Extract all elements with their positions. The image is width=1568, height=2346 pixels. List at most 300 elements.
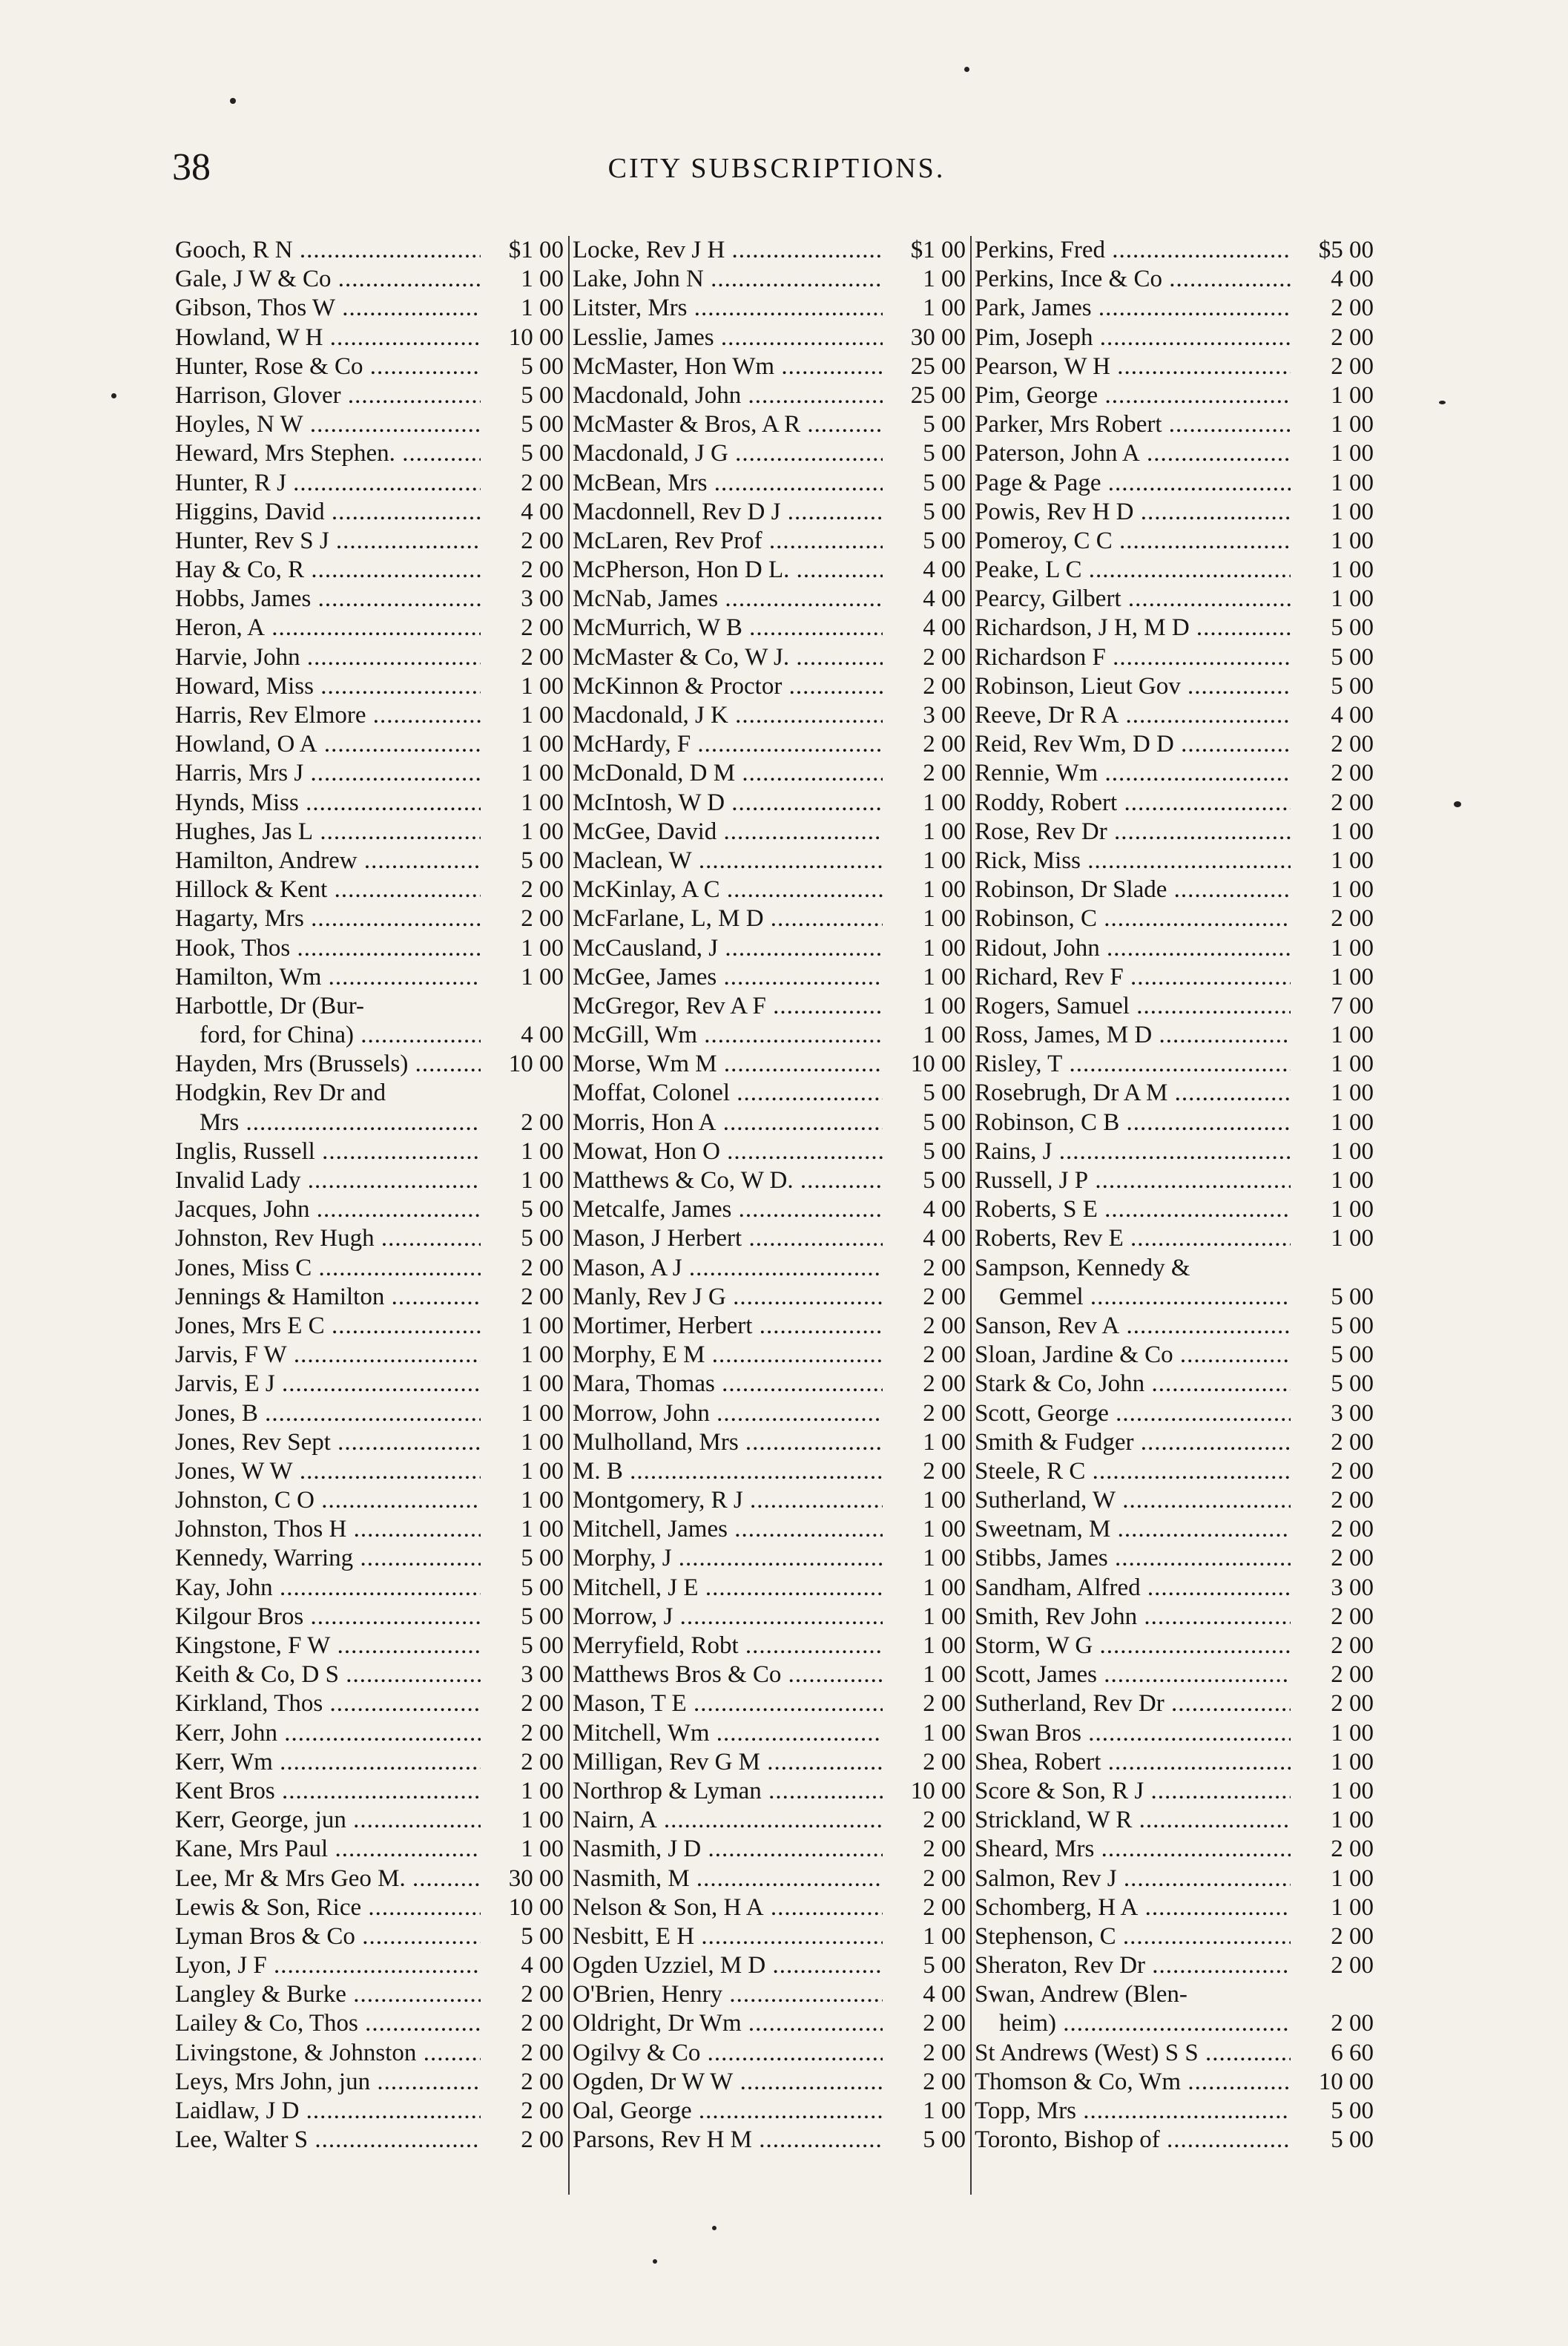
subscriber-name: Robinson, Lieut Gov ..... <box>975 672 1291 701</box>
subscription-entry <box>573 1893 967 1922</box>
subscription-entry <box>975 992 1375 1021</box>
subscriber-name: Richard, Rev F ..... <box>975 963 1291 992</box>
subscriber-name: Hughes, Jas L ..... <box>175 818 481 847</box>
subscription-amount: 1 00 <box>521 1777 564 1804</box>
print-speck <box>111 393 116 398</box>
subscription-entry <box>975 904 1375 933</box>
subscriber-name: Stark & Co, John ..... <box>975 1370 1291 1399</box>
subscriber-name: Johnston, Thos H ..... <box>175 1515 481 1544</box>
subscription-amount: 2 00 <box>521 469 564 496</box>
subscription-amount: 10 00 <box>508 323 564 351</box>
subscription-amount: 2 00 <box>923 1864 966 1892</box>
subscriber-name: Kirkland, Thos ..... <box>175 1689 481 1718</box>
subscription-entry <box>573 1108 967 1137</box>
subscriber-name: Leys, Mrs John, jun ..... <box>175 2068 481 2097</box>
subscription-entry <box>975 352 1375 381</box>
subscription-entry <box>175 2068 565 2097</box>
subscription-entry <box>573 439 967 468</box>
subscription-amount: 3 00 <box>1331 1399 1374 1427</box>
subscription-entry <box>975 1312 1375 1341</box>
subscription-amount: 2 00 <box>1331 2010 1374 2037</box>
subscription-entry <box>573 847 967 875</box>
subscriber-name: Risley, T ..... <box>975 1050 1291 1079</box>
subscriber-name: Powis, Rev H D ..... <box>975 498 1291 527</box>
subscription-entry <box>573 498 967 527</box>
subscription-amount: 4 00 <box>521 1952 564 1979</box>
subscription-amount: 1 00 <box>1331 1893 1374 1921</box>
subscriber-name: Topp, Mrs ..... <box>975 2097 1291 2126</box>
subscriber-name: Mowat, Hon O ..... <box>573 1137 883 1166</box>
subscriber-name: McMurrich, W B ..... <box>573 614 883 643</box>
subscription-entry <box>175 1457 565 1486</box>
subscription-entry <box>573 1283 967 1312</box>
subscription-entry <box>573 1457 967 1486</box>
subscriber-name: Lake, John N ..... <box>573 265 883 294</box>
subscription-entry <box>975 498 1375 527</box>
subscription-entry <box>975 672 1375 701</box>
subscription-amount: 10 00 <box>508 1893 564 1921</box>
subscriber-name: Steele, R C ..... <box>975 1457 1291 1486</box>
subscriber-name: Moffat, Colonel ..... <box>573 1079 883 1108</box>
subscriber-name: Page & Page ..... <box>975 469 1291 498</box>
subscription-entry <box>573 1428 967 1457</box>
subscription-amount: 1 00 <box>521 1137 564 1165</box>
subscription-entry <box>975 643 1375 672</box>
subscription-entry <box>975 1544 1375 1573</box>
subscriber-name: McKinlay, A C ..... <box>573 875 883 904</box>
subscription-amount: 1 00 <box>1331 1137 1374 1165</box>
subscriber-name: Kerr, John ..... <box>175 1719 481 1748</box>
subscription-entry <box>175 323 565 352</box>
subscription-entry <box>975 701 1375 730</box>
subscriber-name: McKinnon & Proctor ..... <box>573 672 883 701</box>
subscription-amount: $1 00 <box>910 237 966 263</box>
subscription-amount: 1 00 <box>1331 1864 1374 1892</box>
subscription-amount: $1 00 <box>508 237 564 263</box>
subscriber-name: Lewis & Son, Rice ..... <box>175 1893 481 1922</box>
subscriber-name: Roddy, Robert ..... <box>975 789 1291 818</box>
subscription-amount <box>481 992 565 1021</box>
subscription-amount: 7 00 <box>1331 992 1374 1019</box>
subscription-amount: $5 00 <box>1318 237 1374 263</box>
subscription-amount: 1 00 <box>1331 411 1374 438</box>
subscriber-name: Litster, Mrs ..... <box>573 294 883 323</box>
subscription-entry <box>975 2068 1375 2097</box>
subscription-entry <box>175 904 565 933</box>
subscriber-name: McGee, David ..... <box>573 818 883 847</box>
subscription-amount: 1 00 <box>923 266 966 293</box>
subscription-entry <box>573 1777 967 1806</box>
subscription-entry <box>975 759 1375 788</box>
subscriber-name: Score & Son, R J ..... <box>975 1777 1291 1806</box>
subscription-amount: 10 00 <box>508 1051 564 1078</box>
subscription-entry <box>175 1195 565 1224</box>
subscriber-name: Shea, Robert ..... <box>975 1748 1291 1777</box>
subscription-amount: 1 00 <box>923 295 966 322</box>
subscription-entry <box>975 1748 1375 1777</box>
subscriber-name: Pearcy, Gilbert ..... <box>975 585 1291 614</box>
subscription-amount: 1 00 <box>521 266 564 293</box>
subscription-entry <box>175 1660 565 1689</box>
subscription-amount: 2 00 <box>923 1893 966 1921</box>
subscription-amount: 1 00 <box>1331 1777 1374 1804</box>
subscriber-name: Roberts, Rev E ..... <box>975 1224 1291 1253</box>
subscription-entry <box>175 730 565 759</box>
subscription-entry <box>975 1254 1375 1283</box>
subscription-entry <box>573 614 967 643</box>
subscription-entry <box>975 1574 1375 1603</box>
subscription-amount: 10 00 <box>1318 2068 1374 2095</box>
subscription-entry <box>573 1486 967 1515</box>
subscription-amount: 1 00 <box>1331 934 1374 962</box>
subscriber-name: Montgomery, R J ..... <box>573 1486 883 1515</box>
subscriber-name: McCausland, J ..... <box>573 934 883 963</box>
subscription-amount: 5 00 <box>521 440 564 467</box>
subscription-entry <box>975 1980 1375 2009</box>
subscription-amount: 4 00 <box>923 614 966 642</box>
subscription-entry <box>573 2097 967 2126</box>
subscription-amount: 5 00 <box>923 440 966 467</box>
subscription-entry <box>573 323 967 352</box>
subscription-amount: 2 00 <box>521 1748 564 1775</box>
subscriber-name: Gooch, R N ..... <box>175 236 481 265</box>
subscriber-name: Jones, Rev Sept ..... <box>175 1428 481 1457</box>
subscription-entry <box>975 556 1375 585</box>
subscription-entry <box>573 352 967 381</box>
subscription-amount: 1 00 <box>923 789 966 816</box>
subscriber-name: Rose, Rev Dr ..... <box>975 818 1291 847</box>
subscription-entry <box>175 527 565 556</box>
subscriber-name: Kent Bros ..... <box>175 1777 481 1806</box>
subscription-entry <box>573 1137 967 1166</box>
subscriber-name: Storm, W G ..... <box>975 1632 1291 1660</box>
subscription-entry <box>175 1515 565 1544</box>
subscription-entry <box>573 1079 967 1108</box>
subscription-entry <box>573 1864 967 1893</box>
subscriber-name: M. B ..... <box>573 1457 883 1486</box>
subscriber-name: Mara, Thomas ..... <box>573 1370 883 1399</box>
subscription-entry <box>573 585 967 614</box>
subscriber-name: Sandham, Alfred ..... <box>975 1574 1291 1603</box>
subscription-amount: 2 00 <box>923 1836 966 1863</box>
subscriber-name: Rains, J ..... <box>975 1137 1291 1166</box>
subscriber-name: McLaren, Rev Prof ..... <box>573 527 883 556</box>
subscription-amount: 1 00 <box>923 818 966 845</box>
subscription-entry <box>975 1486 1375 1515</box>
subscription-entry <box>175 352 565 381</box>
subscription-amount: 4 00 <box>1331 266 1374 293</box>
subscription-amount: 5 00 <box>521 1574 564 1601</box>
subscription-amount: 1 00 <box>923 1661 966 1689</box>
subscription-amount: 2 00 <box>923 1399 966 1427</box>
subscriber-name: Sutherland, Rev Dr ..... <box>975 1689 1291 1718</box>
subscription-entry <box>175 1370 565 1399</box>
subscription-amount: 2 00 <box>923 1283 966 1310</box>
subscriber-name: Macdonnell, Rev D J ..... <box>573 498 883 527</box>
subscription-entry <box>175 1050 565 1079</box>
subscription-entry <box>975 847 1375 875</box>
subscription-entry <box>573 1050 967 1079</box>
subscriber-name: Stibbs, James ..... <box>975 1544 1291 1573</box>
subscription-entry <box>975 527 1375 556</box>
subscription-amount: 1 00 <box>521 1836 564 1863</box>
subscription-amount: 5 00 <box>521 1545 564 1572</box>
subscription-amount: 5 00 <box>923 1952 966 1979</box>
subscription-amount: 5 00 <box>923 1137 966 1165</box>
subscription-amount: 1 00 <box>521 1370 564 1398</box>
subscriber-name: Invalid Lady ..... <box>175 1166 481 1195</box>
subscription-entry <box>573 2126 967 2155</box>
subscription-entry <box>573 730 967 759</box>
subscriber-name: Morrow, J ..... <box>573 1603 883 1632</box>
subscription-entry <box>975 2126 1375 2155</box>
subscription-entry <box>573 904 967 933</box>
subscriber-name: Paterson, John A ..... <box>975 439 1291 468</box>
subscriber-name: Roberts, S E ..... <box>975 1195 1291 1224</box>
subscriber-name: Hamilton, Wm ..... <box>175 963 481 992</box>
subscription-entry <box>175 294 565 323</box>
subscription-amount: 2 00 <box>521 2097 564 2124</box>
subscription-amount: 1 00 <box>923 934 966 962</box>
subscriber-name: Sweetnam, M ..... <box>975 1515 1291 1544</box>
subscriber-name: Howland, W H ..... <box>175 323 481 352</box>
subscriber-name: Lyman Bros & Co ..... <box>175 1922 481 1951</box>
subscriber-name: Mitchell, Wm ..... <box>573 1719 883 1748</box>
subscriber-name: Ogilvy & Co ..... <box>573 2039 883 2068</box>
subscription-amount: 4 00 <box>521 1022 564 1049</box>
subscription-amount: 2 00 <box>923 1748 966 1775</box>
subscription-entry <box>975 934 1375 963</box>
subscriber-name: Jacques, John ..... <box>175 1195 481 1224</box>
subscriber-name: Pim, George ..... <box>975 381 1291 410</box>
subscription-amount: 5 00 <box>923 498 966 525</box>
subscriber-name: McMaster, Hon Wm ..... <box>573 352 883 381</box>
subscription-entry <box>175 2009 565 2038</box>
subscription-entry <box>573 1574 967 1603</box>
subscription-amount: 5 00 <box>923 411 966 438</box>
subscriber-name: Jones, B ..... <box>175 1399 481 1428</box>
subscriber-name: McIntosh, W D ..... <box>573 789 883 818</box>
print-speck <box>712 2226 717 2230</box>
subscriber-name: Robinson, Dr Slade ..... <box>975 875 1291 904</box>
subscription-amount: 4 00 <box>923 1225 966 1252</box>
subscriber-name: Kilgour Bros ..... <box>175 1603 481 1632</box>
subscription-amount: 2 00 <box>923 1457 966 1485</box>
subscription-entry <box>175 1341 565 1370</box>
subscriber-name: Morrow, John ..... <box>573 1399 883 1428</box>
subscription-amount: 2 00 <box>923 1370 966 1398</box>
subscription-entry <box>573 992 967 1021</box>
subscription-amount: 1 00 <box>923 1603 966 1630</box>
subscription-entry <box>975 294 1375 323</box>
subscription-entry <box>573 701 967 730</box>
subscription-entry <box>573 1312 967 1341</box>
subscription-entry <box>175 1108 565 1137</box>
subscription-amount: 1 00 <box>1331 876 1374 904</box>
subscription-entry <box>975 1050 1375 1079</box>
subscription-entry <box>573 2039 967 2068</box>
subscriber-name: Mason, A J ..... <box>573 1254 883 1283</box>
subscription-amount: 2 00 <box>1331 1952 1374 1979</box>
subscription-amount: 2 00 <box>923 1690 966 1718</box>
subscription-amount: 2 00 <box>521 1981 564 2008</box>
subscription-amount: 5 00 <box>521 411 564 438</box>
subscription-amount: 1 00 <box>1331 1167 1374 1194</box>
subscription-amount: 5 00 <box>923 2126 966 2154</box>
subscriber-name: Hunter, Rev S J ..... <box>175 527 481 556</box>
subscription-amount: 1 00 <box>923 1574 966 1601</box>
subscriber-name: Inglis, Russell ..... <box>175 1137 481 1166</box>
subscriber-name: Salmon, Rev J ..... <box>975 1864 1291 1893</box>
subscription-entry <box>975 585 1375 614</box>
subscriber-name: Toronto, Bishop of ..... <box>975 2126 1291 2155</box>
subscription-entry <box>573 1922 967 1951</box>
subscription-amount: 5 00 <box>1331 672 1374 700</box>
subscription-entry <box>573 789 967 818</box>
subscription-entry <box>573 1603 967 1632</box>
subscription-amount: 3 00 <box>1331 1574 1374 1601</box>
subscriber-name: Nasmith, M ..... <box>573 1864 883 1893</box>
subscriber-name: Nesbitt, E H ..... <box>573 1922 883 1951</box>
subscription-amount: 1 00 <box>1331 818 1374 845</box>
subscriber-name: Manly, Rev J G ..... <box>573 1283 883 1312</box>
subscription-entry <box>175 1689 565 1718</box>
subscription-amount: 5 00 <box>923 1108 966 1136</box>
subscription-entry <box>175 1632 565 1660</box>
subscription-amount: 1 00 <box>521 1516 564 1543</box>
subscription-entry <box>573 1660 967 1689</box>
page-title: CITY SUBSCRIPTIONS. <box>607 153 946 184</box>
subscription-entry <box>175 1603 565 1632</box>
subscription-entry <box>573 1341 967 1370</box>
subscription-amount <box>481 1079 565 1108</box>
subscriber-name: Hobbs, James ..... <box>175 585 481 614</box>
subscriber-name: Rosebrugh, Dr A M ..... <box>975 1079 1291 1108</box>
subscriber-name: Scott, George ..... <box>975 1399 1291 1428</box>
subscription-amount: 2 00 <box>1331 760 1374 787</box>
subscriber-name: Sutherland, W ..... <box>975 1486 1291 1515</box>
subscriber-name: Lyon, J F ..... <box>175 1951 481 1980</box>
subscription-amount <box>1291 1254 1375 1283</box>
subscriber-name: Rogers, Samuel ..... <box>975 992 1291 1021</box>
subscription-amount: 2 00 <box>521 2039 564 2066</box>
subscriber-name: Metcalfe, James ..... <box>573 1195 883 1224</box>
subscription-amount: 1 00 <box>521 1167 564 1194</box>
subscription-amount: 1 00 <box>1331 1080 1374 1107</box>
subscription-amount: 1 00 <box>521 963 564 990</box>
subscription-entry <box>573 1689 967 1718</box>
subscriber-name: Jarvis, E J ..... <box>175 1370 481 1399</box>
subscriber-name: Harbottle, Dr (Bur- <box>175 992 365 1019</box>
subscription-entry <box>975 1777 1375 1806</box>
subscriber-name: Sanson, Rev A ..... <box>975 1312 1291 1341</box>
subscriber-name: Swan, Andrew (Blen- <box>975 1981 1187 2008</box>
subscription-amount: 2 00 <box>1331 789 1374 816</box>
subscription-amount: 5 00 <box>521 1196 564 1223</box>
subscriber-name: Park, James ..... <box>975 294 1291 323</box>
subscription-entry <box>975 1399 1375 1428</box>
subscription-entry <box>975 1166 1375 1195</box>
subscription-amount: 2 00 <box>1331 1690 1374 1718</box>
subscriber-name: Hunter, Rose & Co ..... <box>175 352 481 381</box>
subscriber-name: Hynds, Miss ..... <box>175 789 481 818</box>
subscription-entry <box>573 1166 967 1195</box>
subscription-entry <box>175 439 565 468</box>
subscription-amount: 1 00 <box>923 1719 966 1747</box>
subscriber-name: Reeve, Dr R A ..... <box>975 701 1291 730</box>
subscription-entry <box>175 265 565 294</box>
subscriber-name: Perkins, Ince & Co ..... <box>975 265 1291 294</box>
subscriber-name: Mitchell, James ..... <box>573 1515 883 1544</box>
subscription-amount: 2 00 <box>521 2068 564 2095</box>
subscription-entry <box>573 1544 967 1573</box>
subscription-entry <box>975 1806 1375 1835</box>
subscriber-name: McGill, Wm ..... <box>573 1021 883 1050</box>
subscriber-name: McMaster & Co, W J. ..... <box>573 643 883 672</box>
subscription-amount: 2 00 <box>923 1807 966 1834</box>
subscription-entry <box>175 469 565 498</box>
subscription-amount: 5 00 <box>521 381 564 409</box>
subscription-amount: 1 00 <box>1331 440 1374 467</box>
subscription-entry <box>975 410 1375 439</box>
subscriber-name: Morphy, J ..... <box>573 1544 883 1573</box>
subscriber-name: Harris, Rev Elmore ..... <box>175 701 481 730</box>
subscription-amount: 2 00 <box>521 556 564 584</box>
subscription-entry <box>175 410 565 439</box>
subscription-amount: 1 00 <box>923 1487 966 1514</box>
subscription-amount: 3 00 <box>521 1661 564 1689</box>
subscriber-name: Heward, Mrs Stephen. ..... <box>175 439 481 468</box>
subscriber-name: McBean, Mrs ..... <box>573 469 883 498</box>
subscriber-name: Hay & Co, R ..... <box>175 556 481 585</box>
subscription-entry <box>175 992 565 1021</box>
subscriber-name: McHardy, F ..... <box>573 730 883 759</box>
subscription-amount: 6 60 <box>1331 2039 1374 2066</box>
subscription-amount: 2 00 <box>923 731 966 758</box>
subscriber-name: Reid, Rev Wm, D D ..... <box>975 730 1291 759</box>
subscription-amount: 1 00 <box>1331 585 1374 613</box>
subscriber-name: Hillock & Kent ..... <box>175 875 481 904</box>
subscription-entry <box>975 1341 1375 1370</box>
subscription-amount: 2 00 <box>521 1283 564 1310</box>
subscription-entry <box>573 410 967 439</box>
subscription-entry <box>975 875 1375 904</box>
subscriber-name: Johnston, C O ..... <box>175 1486 481 1515</box>
subscription-entry <box>175 1922 565 1951</box>
subscription-amount: 5 00 <box>923 527 966 554</box>
subscriber-name: Parsons, Rev H M ..... <box>573 2126 883 2155</box>
subscriber-name: Matthews Bros & Co ..... <box>573 1660 883 1689</box>
subscription-amount: 2 00 <box>521 2010 564 2037</box>
subscription-entry <box>975 1137 1375 1166</box>
subscription-entry <box>573 1254 967 1283</box>
subscription-amount: 2 00 <box>1331 1428 1374 1456</box>
subscription-amount: 1 00 <box>1331 381 1374 409</box>
subscription-entry <box>975 1864 1375 1893</box>
subscription-amount: 1 00 <box>923 992 966 1019</box>
subscription-entry <box>573 469 967 498</box>
subscription-amount: 1 00 <box>1331 469 1374 496</box>
subscriber-name: Parker, Mrs Robert ..... <box>975 410 1291 439</box>
subscription-amount: 2 00 <box>1331 731 1374 758</box>
subscriber-name: Hoyles, N W ..... <box>175 410 481 439</box>
subscriber-name: Mrs ..... <box>175 1108 481 1137</box>
subscriber-name: Heron, A ..... <box>175 614 481 643</box>
subscriber-name: McGee, James ..... <box>573 963 883 992</box>
subscriber-name: Oal, George ..... <box>573 2097 883 2126</box>
subscription-amount: 2 00 <box>1331 352 1374 380</box>
subscription-amount: 2 00 <box>521 1690 564 1718</box>
